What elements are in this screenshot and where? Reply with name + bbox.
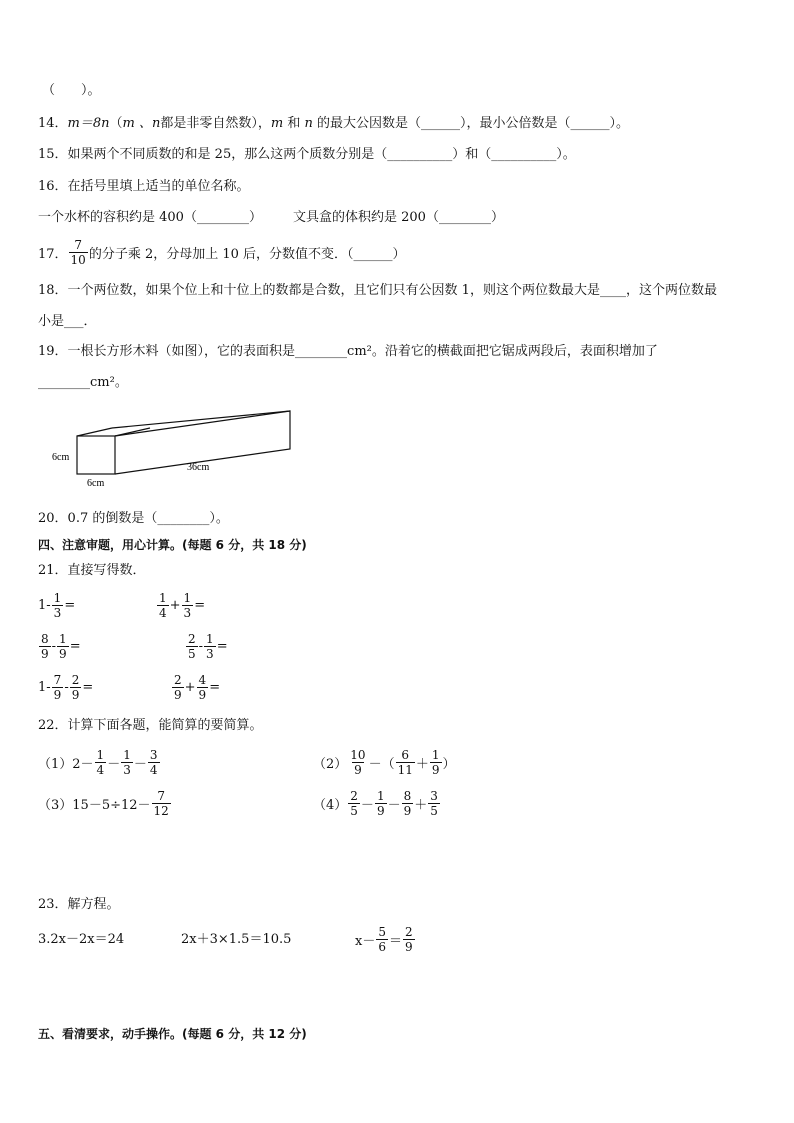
question-18-line2: 小是___． xyxy=(38,314,97,329)
fraction: 8 9 xyxy=(403,788,412,818)
fraction: 8 9 xyxy=(41,631,49,661)
fraction: $\frac{1}{9}$ xyxy=(59,631,67,661)
fraction: 1 4 xyxy=(96,747,105,777)
section-5-heading: 五、看清要求，动手操作。(每题 6 分，共 12 分) xyxy=(38,1027,307,1041)
width-label: 6cm xyxy=(87,478,105,489)
fraction: 6 11 xyxy=(397,747,413,777)
question-15: 15．如果两个不同质数的和是 25，那么这两个质数分别是（__________）和（__________）。 xyxy=(38,147,576,162)
fraction: 1 9 xyxy=(431,747,440,777)
fraction: 7 9 xyxy=(53,672,62,702)
cuboid-front-face xyxy=(77,436,115,474)
question-19-line2: ________cm²。 xyxy=(38,375,128,390)
fraction: 7 10 xyxy=(70,237,86,267)
fraction: 3 4 xyxy=(149,747,158,777)
fraction: 2 5 xyxy=(188,631,196,661)
fraction: 7 12 xyxy=(153,788,169,818)
question-20: 20．0.7 的倒数是（________）。 xyxy=(38,511,229,526)
q22-part-2: （2） 10 9 －（ 6 11 ＋ 1 9 ） xyxy=(313,747,456,777)
q22-part-4: （4） 2 5 － 1 9 － 8 9 ＋ 3 5 xyxy=(313,788,438,818)
fraction: 2 5 xyxy=(350,788,358,818)
q23-equation-3: x－ 5 6 ＝ 2 9 xyxy=(355,924,413,954)
q21-item-3: 8 9 - $\frac{1}{9}$ = xyxy=(41,631,81,661)
question-16-a: 一个水杯的容积约是 400（________） xyxy=(38,210,262,225)
q21-item-5: 1- 7 9 - $\frac{2}{9}$ = xyxy=(38,672,94,702)
question-23: 23．解方程。 xyxy=(38,897,120,912)
q21-item-6: 2 9 + $\frac{4}{9}$ = xyxy=(174,672,221,702)
fraction: $\frac{2}{9}$ xyxy=(71,672,80,702)
q23-equation-1: 3.2x－2x＝24 xyxy=(38,932,125,947)
q21-item-4: 2 5 - $\frac{1}{3}$ = xyxy=(188,631,228,661)
fraction: 10 9 xyxy=(350,747,366,777)
fraction: 1 3 xyxy=(123,747,131,777)
fraction: $\frac{4}{9}$ xyxy=(198,672,207,702)
question-21: 21．直接写得数． xyxy=(38,563,146,578)
question-16: 16．在括号里填上适当的单位名称。 xyxy=(38,179,250,194)
question-17: 17． 7 10 的分子乘 2，分母加上 10 后，分数值不变．（______） xyxy=(38,237,406,267)
question-18-line1: 18．一个两位数，如果个位上和十位上的数都是合数，且它们只有公因数 1，则这个两位数最大是____，这个两位数最 xyxy=(38,283,717,298)
q13-tail: （ ）。 xyxy=(42,83,101,98)
cuboid-figure xyxy=(40,404,300,492)
question-22: 22．计算下面各题，能简算的要简算。 xyxy=(38,718,263,733)
length-label: 36cm xyxy=(187,462,210,473)
question-16-b: 文具盒的体积约是 200（________） xyxy=(293,210,504,225)
q23-equation-2: 2x＋3×1.5＝10.5 xyxy=(181,932,292,947)
height-label: 6cm xyxy=(52,452,70,463)
q21-item-2: 1 4 + $\frac{1}{3}$ = xyxy=(159,590,206,620)
fraction: 2 9 xyxy=(174,672,182,702)
q21-item-1: 1- $\frac{1}{3}$ = xyxy=(38,590,76,620)
fraction: 1 9 xyxy=(376,788,385,818)
q22-part-1: （1）2－ 1 4 － 1 3 － 3 4 xyxy=(38,747,158,777)
fraction: 5 6 xyxy=(378,924,386,954)
question-14: 14．m＝8n（m 、n都是非零自然数），m 和 n 的最大公因数是（______），最小公倍数是（______）。 xyxy=(38,116,630,131)
fraction: $\frac{1}{3}$ xyxy=(206,631,214,661)
fraction: 3 5 xyxy=(430,788,438,818)
question-19-line1: 19．一根长方形木料（如图），它的表面积是________cm²。沿着它的横截面把它锯成两段后，表面积增加了 xyxy=(38,344,658,359)
section-4-heading: 四、注意审题，用心计算。(每题 6 分，共 18 分) xyxy=(38,538,307,552)
fraction: $\frac{1}{3}$ xyxy=(183,590,192,620)
q22-part-3: （3）15－5÷12－ 7 12 xyxy=(38,788,169,818)
fraction: 2 9 xyxy=(405,924,413,954)
fraction: $\frac{1}{3}$ xyxy=(53,590,62,620)
fraction: 1 4 xyxy=(159,590,167,620)
